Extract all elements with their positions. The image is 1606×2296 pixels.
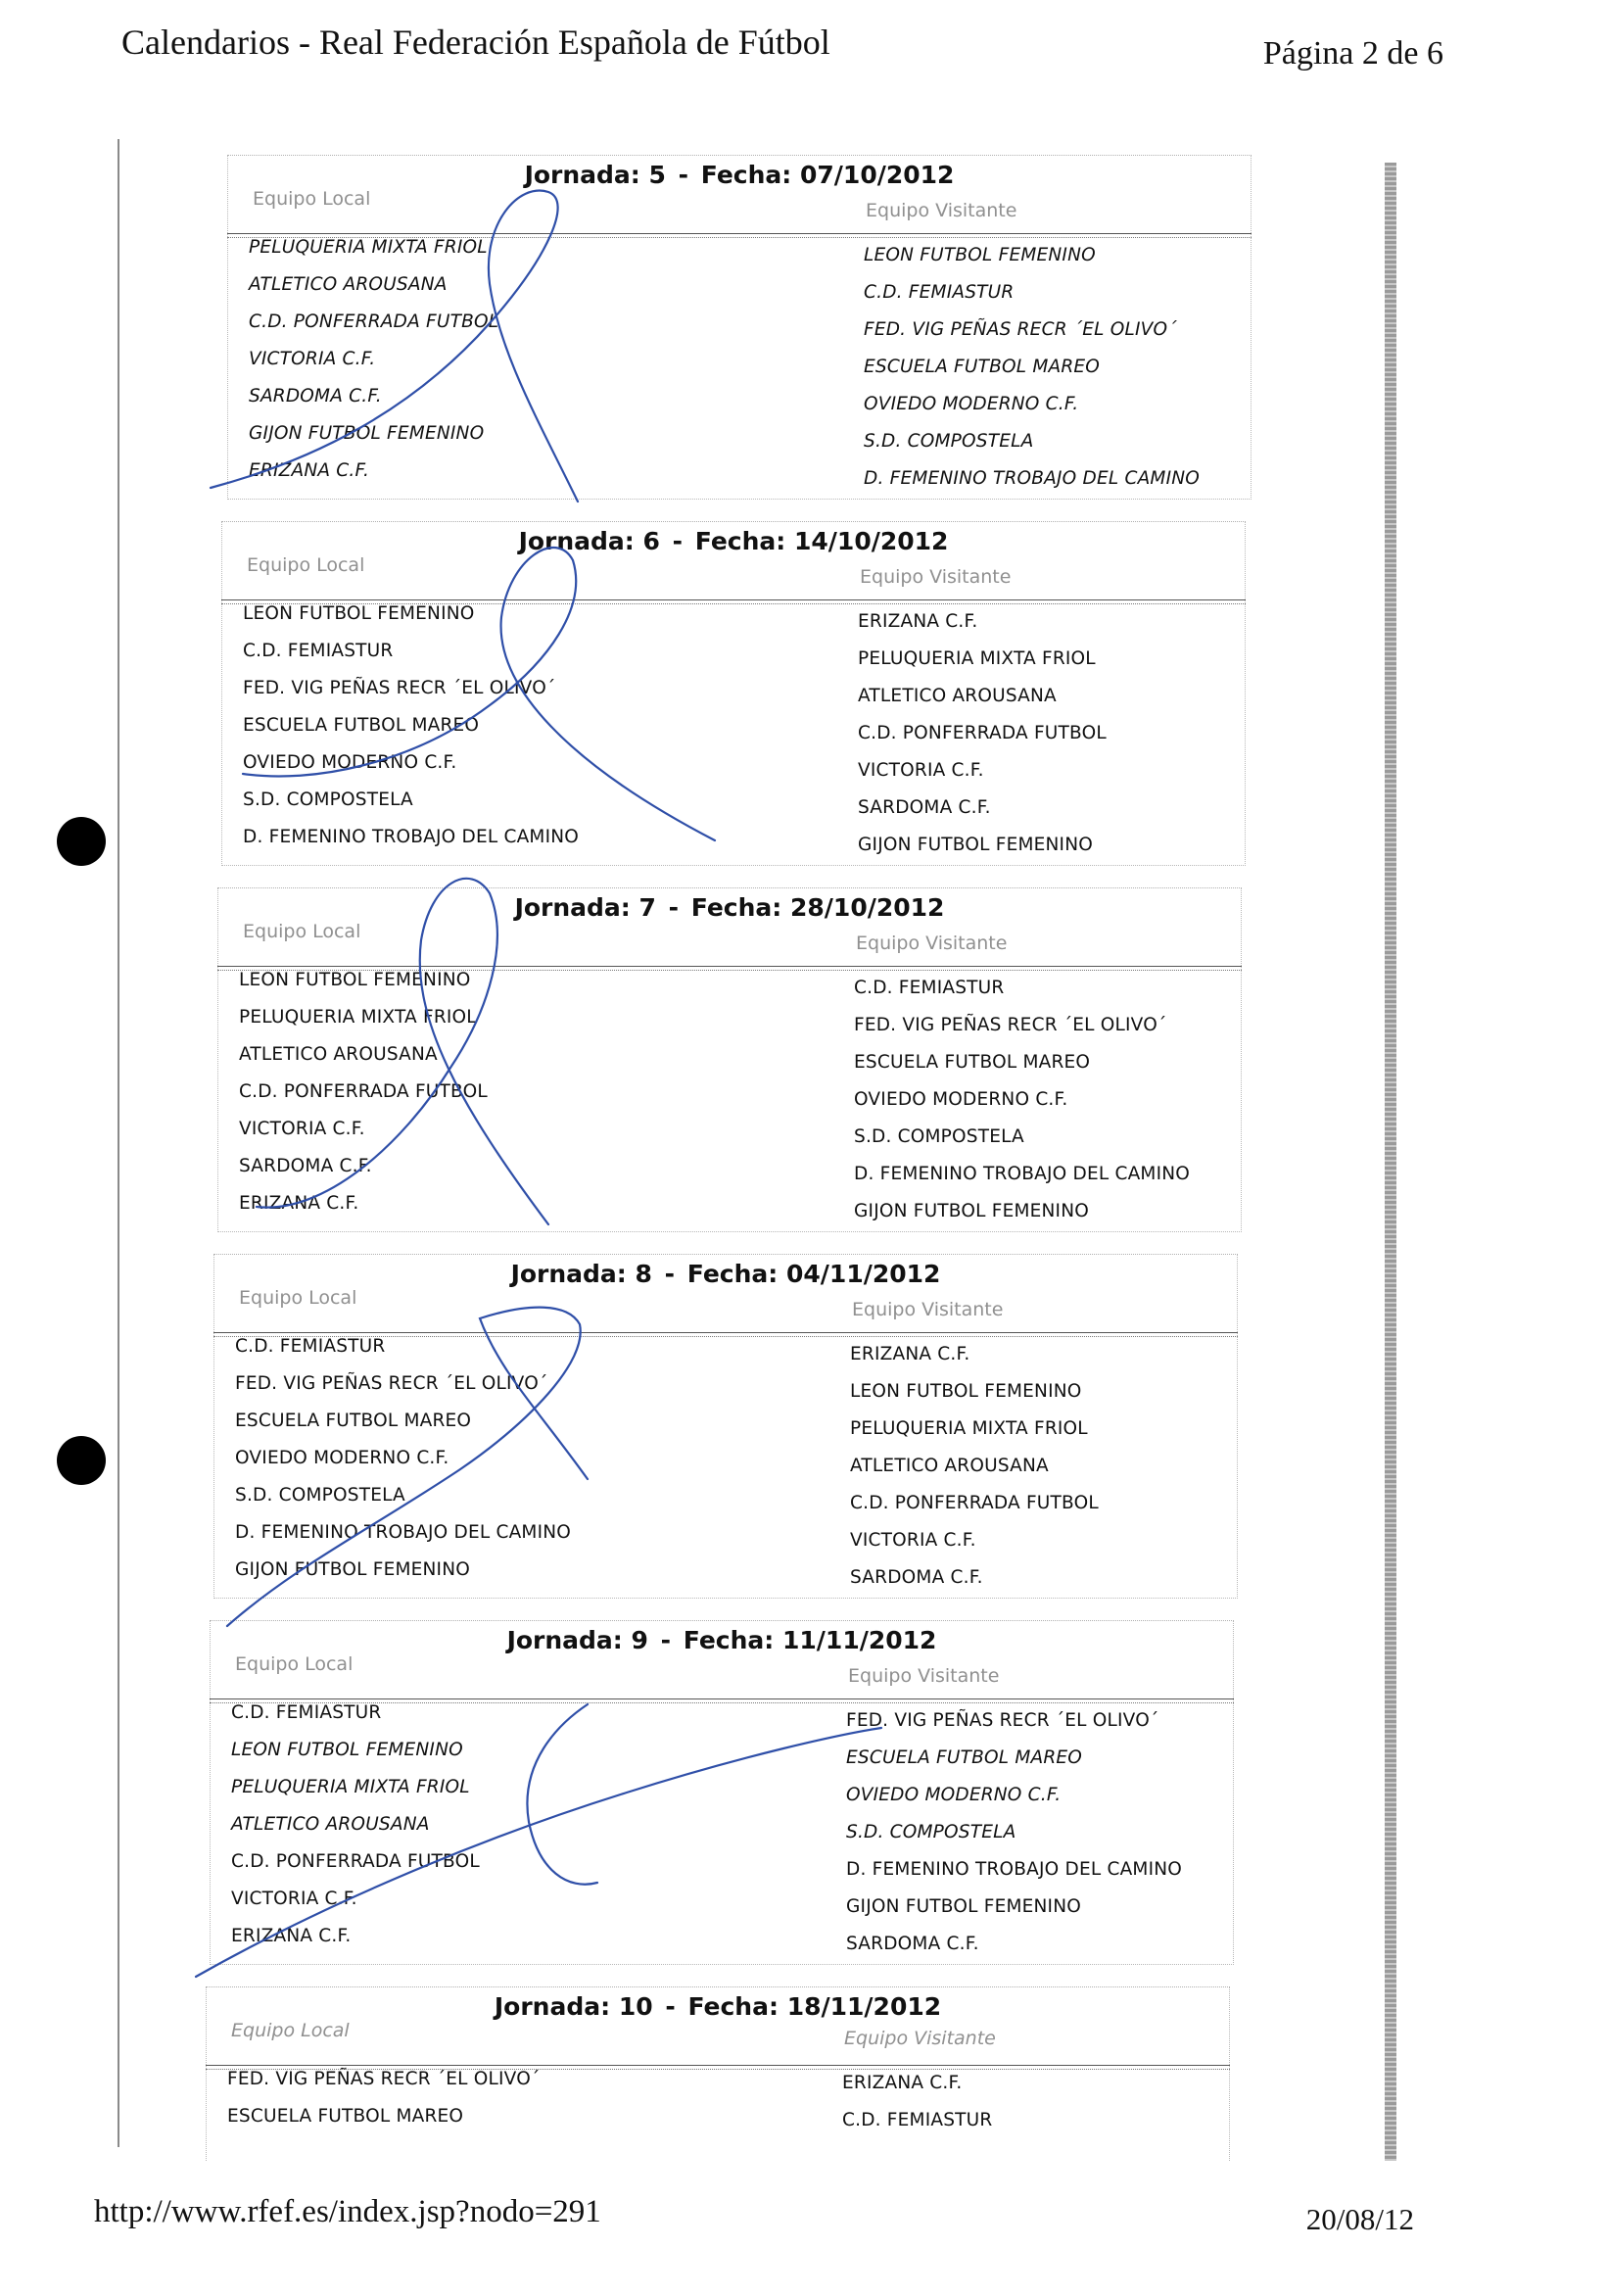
visitante-team: FED. VIG PEÑAS RECR ´EL OLIVO´: [846, 1710, 1159, 1731]
visitante-team: ERIZANA C.F.: [850, 1344, 970, 1364]
local-header: Equipo Local: [239, 1287, 357, 1309]
signature-stroke: [211, 191, 578, 502]
local-team: GIJON FUTBOL FEMENINO: [235, 1559, 471, 1580]
visitante-team: ERIZANA C.F.: [858, 611, 978, 632]
local-team: D. FEMENINO TROBAJO DEL CAMINO: [243, 827, 580, 847]
local-team: C.D. FEMIASTUR: [243, 641, 394, 661]
title-separator: -: [665, 1992, 676, 2021]
visitante-team: OVIEDO MODERNO C.F.: [854, 1089, 1068, 1110]
local-team: LEON FUTBOL FEMENINO: [231, 1740, 463, 1760]
jornada-date: 04/11/2012: [786, 1260, 941, 1288]
jornada-label: Jornada:: [518, 527, 635, 555]
visitante-team: D. FEMENINO TROBAJO DEL CAMINO: [846, 1859, 1183, 1880]
page-title: Calendarios - Real Federación Española de Fútbol: [121, 23, 830, 62]
visitante-team: C.D. FEMIASTUR: [854, 978, 1005, 998]
jornada-number: 9: [631, 1626, 648, 1654]
local-team: C.D. PONFERRADA FUTBOL: [249, 311, 499, 332]
local-team: SARDOMA C.F.: [249, 386, 382, 407]
fecha-label: Fecha:: [686, 1260, 779, 1288]
visitante-header: Equipo Visitante: [844, 2028, 996, 2049]
local-team: C.D. FEMIASTUR: [235, 1336, 386, 1357]
local-team: SARDOMA C.F.: [239, 1156, 372, 1176]
local-team: VICTORIA C.F.: [249, 349, 376, 369]
jornada-date: 28/10/2012: [790, 893, 945, 922]
visitante-team: VICTORIA C.F.: [850, 1530, 976, 1551]
visitante-header: Equipo Visitante: [852, 1299, 1004, 1320]
visitante-team: D. FEMENINO TROBAJO DEL CAMINO: [864, 468, 1201, 489]
local-team: D. FEMENINO TROBAJO DEL CAMINO: [235, 1522, 572, 1543]
visitante-team: S.D. COMPOSTELA: [846, 1822, 1016, 1842]
local-team: C.D. PONFERRADA FUTBOL: [231, 1851, 480, 1872]
local-team: PELUQUERIA MIXTA FRIOL: [239, 1007, 477, 1028]
visitante-header: Equipo Visitante: [848, 1665, 1000, 1687]
local-team: ATLETICO AROUSANA: [239, 1044, 438, 1065]
jornada-number: 8: [635, 1260, 652, 1288]
title-separator: -: [678, 161, 689, 189]
visitante-team: ESCUELA FUTBOL MAREO: [854, 1052, 1091, 1073]
visitante-header: Equipo Visitante: [860, 566, 1012, 588]
local-team: PELUQUERIA MIXTA FRIOL: [249, 237, 488, 258]
jornada-label: Jornada:: [494, 1992, 611, 2021]
local-team: ESCUELA FUTBOL MAREO: [235, 1411, 472, 1431]
visitante-team: D. FEMENINO TROBAJO DEL CAMINO: [854, 1164, 1191, 1184]
visitante-team: GIJON FUTBOL FEMENINO: [858, 835, 1094, 855]
signature-stroke: [243, 548, 715, 840]
footer-url: http://www.rfef.es/index.jsp?nodo=291: [94, 2194, 601, 2229]
visitante-team: GIJON FUTBOL FEMENINO: [846, 1896, 1082, 1917]
visitante-team: SARDOMA C.F.: [850, 1567, 983, 1588]
visitante-header: Equipo Visitante: [866, 200, 1017, 221]
local-team: C.D. FEMIASTUR: [231, 1702, 382, 1723]
visitante-team: ESCUELA FUTBOL MAREO: [846, 1747, 1083, 1768]
title-separator: -: [660, 1626, 672, 1654]
visitante-team: PELUQUERIA MIXTA FRIOL: [858, 648, 1096, 669]
local-team: LEON FUTBOL FEMENINO: [243, 603, 475, 624]
local-header: Equipo Local: [247, 554, 365, 576]
jornada-date: 18/11/2012: [786, 1992, 942, 2021]
local-team: FED. VIG PEÑAS RECR ´EL OLIVO´: [227, 2069, 541, 2089]
title-separator: -: [664, 1260, 676, 1288]
local-team: S.D. COMPOSTELA: [243, 789, 413, 810]
page-number: Página 2 de 6: [1262, 35, 1443, 72]
local-team: ESCUELA FUTBOL MAREO: [243, 715, 480, 736]
signature-stroke: [257, 879, 548, 1224]
visitante-team: GIJON FUTBOL FEMENINO: [854, 1201, 1090, 1221]
visitante-team: SARDOMA C.F.: [846, 1934, 979, 1954]
local-team: OVIEDO MODERNO C.F.: [235, 1448, 449, 1468]
visitante-header: Equipo Visitante: [856, 933, 1008, 954]
local-team: ERIZANA C.F.: [231, 1926, 352, 1946]
jornada-date: 14/10/2012: [794, 527, 949, 555]
visitante-team: C.D. PONFERRADA FUTBOL: [858, 723, 1107, 743]
local-team: PELUQUERIA MIXTA FRIOL: [231, 1777, 470, 1797]
jornada-number: 10: [618, 1992, 653, 2021]
visitante-team: PELUQUERIA MIXTA FRIOL: [850, 1418, 1088, 1439]
visitante-team: LEON FUTBOL FEMENINO: [850, 1381, 1082, 1402]
visitante-team: OVIEDO MODERNO C.F.: [864, 394, 1079, 414]
visitante-team: ATLETICO AROUSANA: [850, 1456, 1049, 1476]
local-team: FED. VIG PEÑAS RECR ´EL OLIVO´: [243, 678, 556, 698]
fecha-label: Fecha:: [683, 1626, 775, 1654]
visitante-team: C.D. PONFERRADA FUTBOL: [850, 1493, 1099, 1513]
local-team: VICTORIA C.F.: [231, 1889, 357, 1909]
title-separator: -: [668, 893, 680, 922]
footer-date: 20/08/12: [1305, 2202, 1414, 2236]
visitante-team: ESCUELA FUTBOL MAREO: [864, 357, 1101, 377]
local-team: LEON FUTBOL FEMENINO: [239, 970, 471, 990]
fecha-label: Fecha:: [694, 527, 786, 555]
visitante-team: VICTORIA C.F.: [858, 760, 984, 781]
jornada-date: 11/11/2012: [782, 1626, 937, 1654]
local-team: C.D. PONFERRADA FUTBOL: [239, 1081, 488, 1102]
jornada-number: 6: [642, 527, 660, 555]
visitante-team: LEON FUTBOL FEMENINO: [864, 245, 1096, 265]
jornada-label: Jornada:: [506, 1626, 623, 1654]
signature-stroke: [527, 1704, 597, 1885]
visitante-team: FED. VIG PEÑAS RECR ´EL OLIVO´: [854, 1015, 1167, 1035]
local-header: Equipo Local: [253, 188, 371, 210]
fecha-label: Fecha:: [687, 1992, 779, 2021]
local-team: ATLETICO AROUSANA: [249, 274, 448, 295]
jornada-number: 7: [638, 893, 656, 922]
visitante-team: ERIZANA C.F.: [842, 2073, 963, 2093]
local-header: Equipo Local: [243, 921, 361, 942]
jornada-number: 5: [648, 161, 666, 189]
visitante-team: S.D. COMPOSTELA: [854, 1126, 1024, 1147]
visitante-team: S.D. COMPOSTELA: [864, 431, 1034, 452]
local-header: Equipo Local: [235, 1653, 354, 1675]
local-team: VICTORIA C.F.: [239, 1119, 365, 1139]
local-header: Equipo Local: [231, 2020, 350, 2041]
local-team: OVIEDO MODERNO C.F.: [243, 752, 457, 773]
visitante-team: FED. VIG PEÑAS RECR ´EL OLIVO´: [864, 319, 1177, 340]
local-team: GIJON FUTBOL FEMENINO: [249, 423, 485, 444]
local-team: ATLETICO AROUSANA: [231, 1814, 430, 1835]
title-separator: -: [672, 527, 684, 555]
jornada-label: Jornada:: [524, 161, 640, 189]
local-team: ERIZANA C.F.: [249, 460, 370, 481]
visitante-team: C.D. FEMIASTUR: [864, 282, 1015, 303]
local-team: ERIZANA C.F.: [239, 1193, 359, 1214]
local-team: S.D. COMPOSTELA: [235, 1485, 405, 1506]
visitante-team: SARDOMA C.F.: [858, 797, 991, 818]
fecha-label: Fecha:: [700, 161, 792, 189]
local-team: ESCUELA FUTBOL MAREO: [227, 2106, 464, 2127]
jornada-label: Jornada:: [514, 893, 631, 922]
jornada-label: Jornada:: [510, 1260, 627, 1288]
visitante-team: OVIEDO MODERNO C.F.: [846, 1785, 1062, 1805]
visitante-team: C.D. FEMIASTUR: [842, 2110, 993, 2130]
jornada-date: 07/10/2012: [800, 161, 955, 189]
visitante-team: ATLETICO AROUSANA: [858, 686, 1057, 706]
signature-stroke: [227, 1308, 588, 1626]
fecha-label: Fecha:: [690, 893, 782, 922]
local-team: FED. VIG PEÑAS RECR ´EL OLIVO´: [235, 1373, 548, 1394]
